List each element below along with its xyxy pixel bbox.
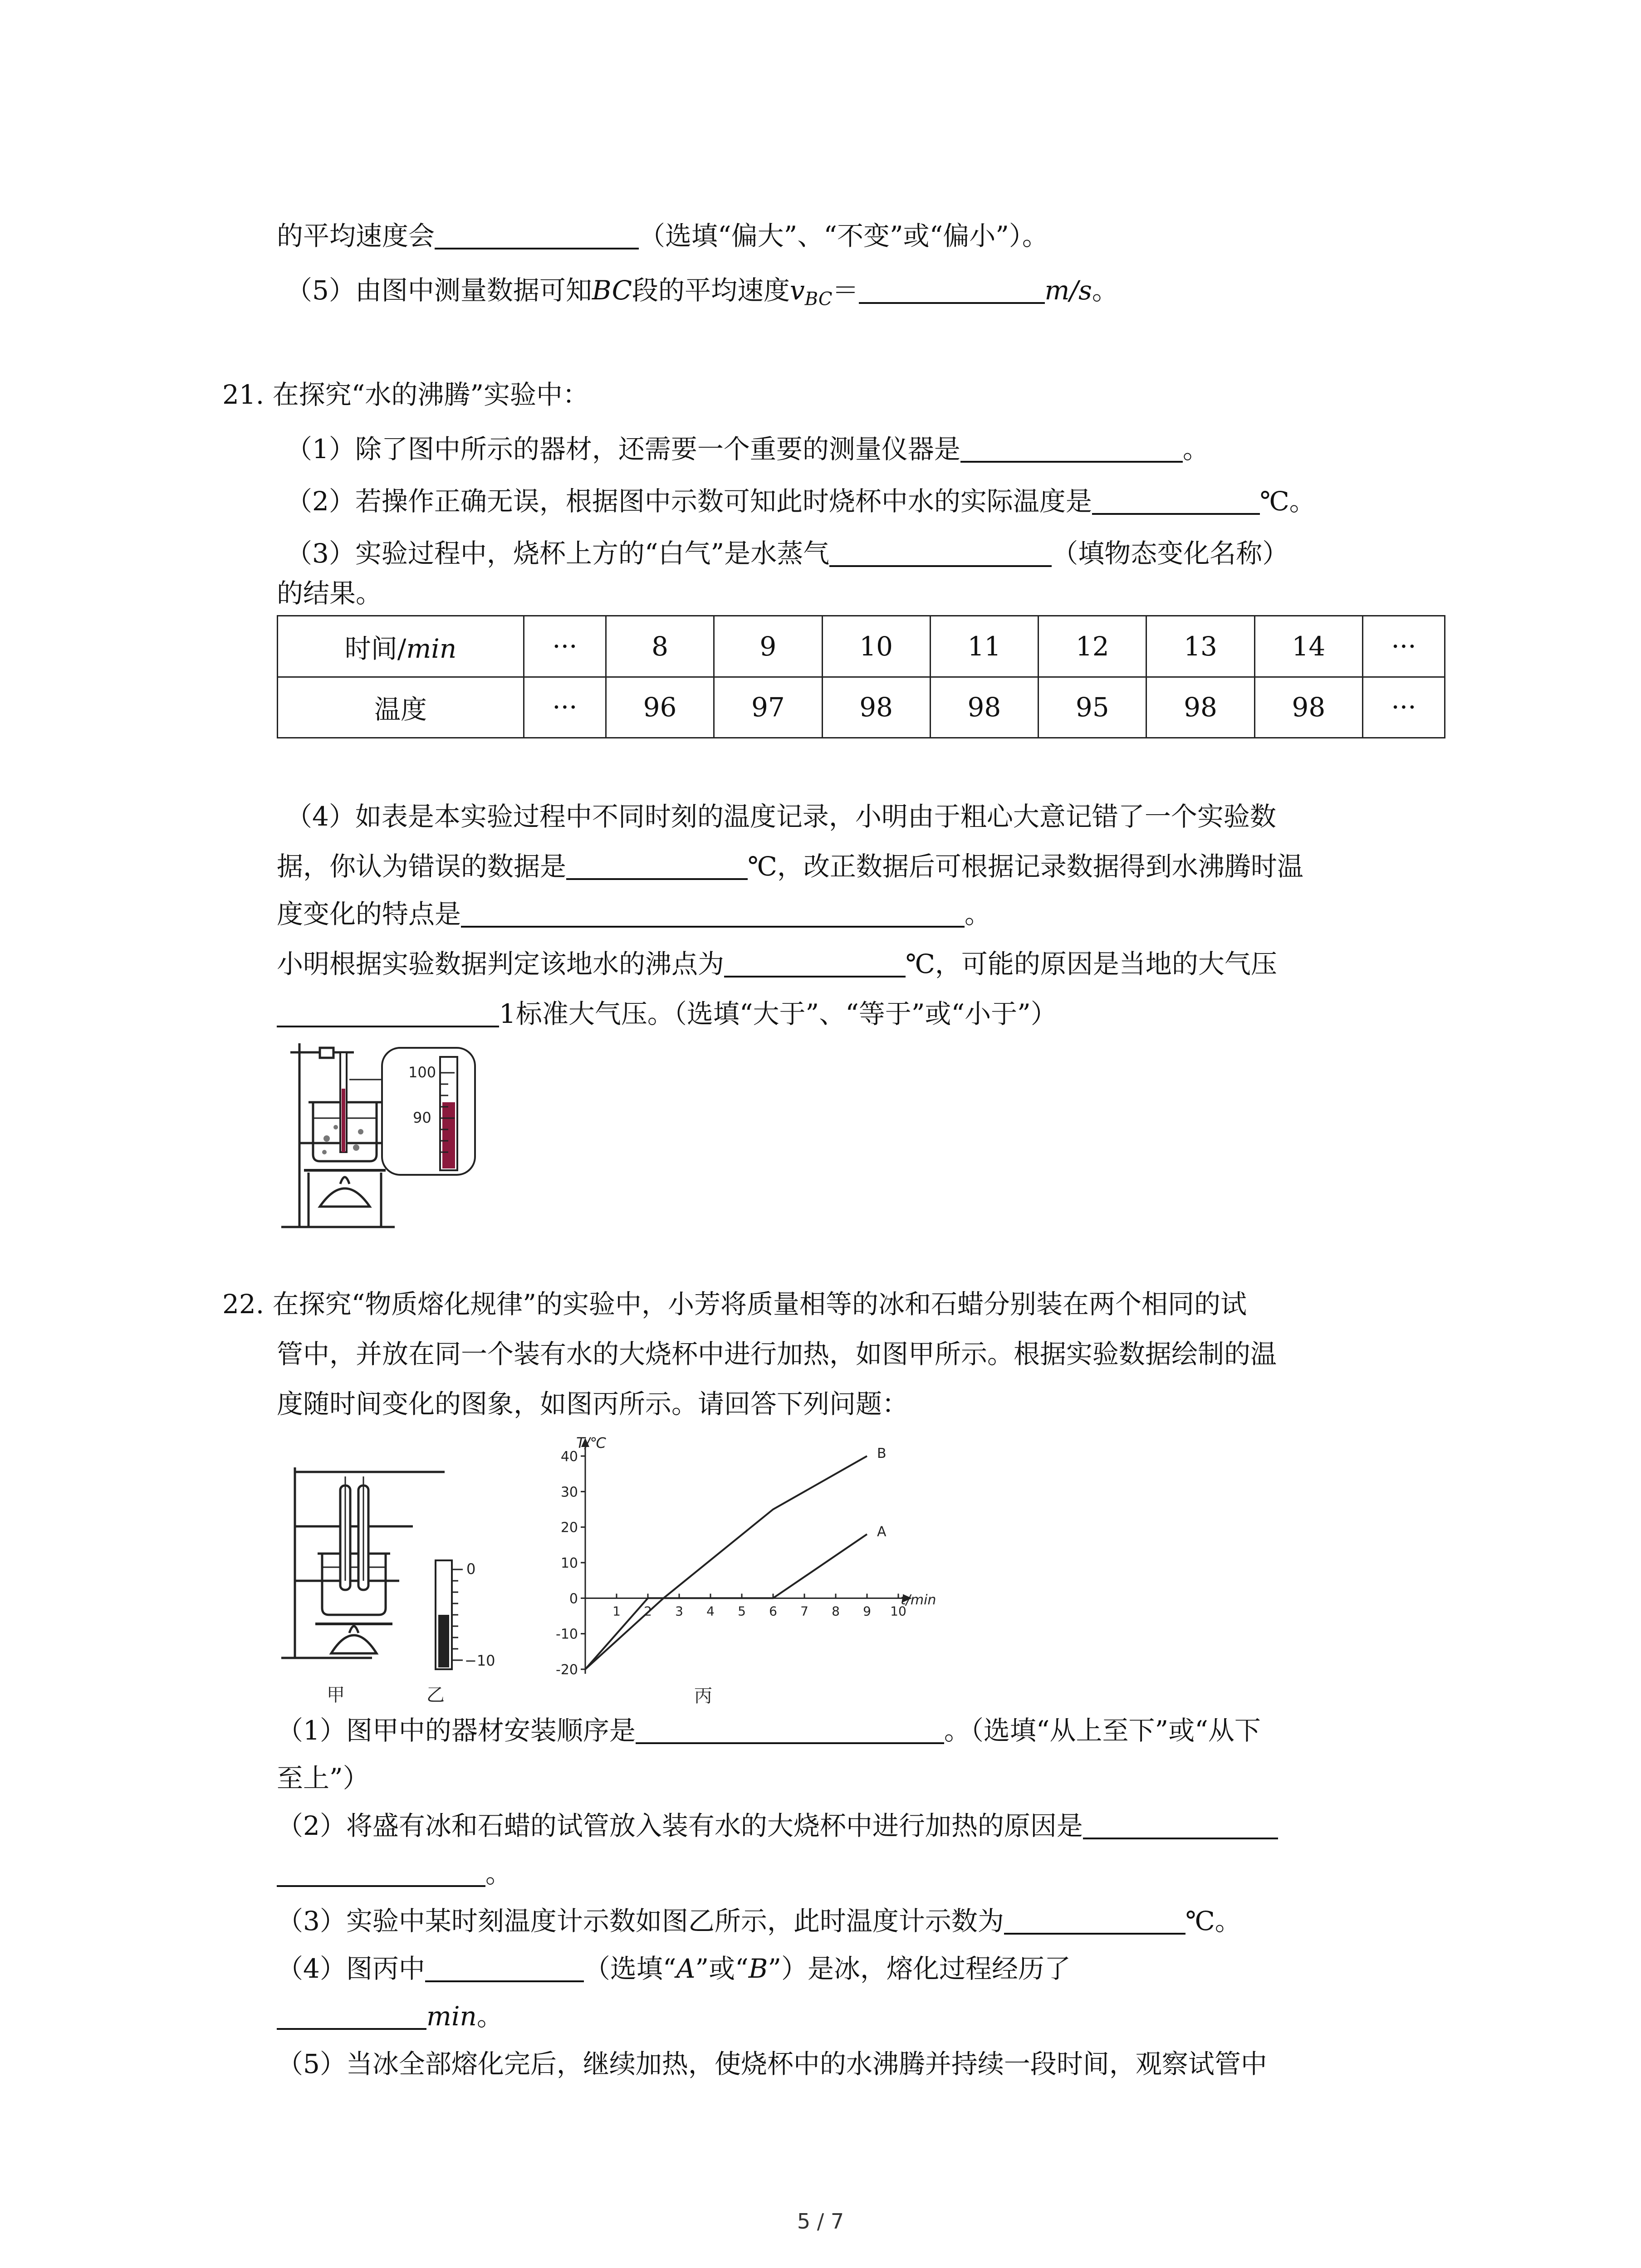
q20-5-bc: BC	[592, 275, 632, 306]
table-cell: ···	[524, 616, 606, 677]
q21-1-answer-blank[interactable]	[960, 434, 1183, 463]
q20-4-answer-blank[interactable]	[435, 220, 639, 249]
q21-3-line	[286, 535, 1288, 572]
q20-5-text-a: （5）由图中测量数据可知	[286, 275, 592, 306]
x-tick-label: 2	[644, 1603, 652, 1619]
yi-tick-minus-10: −10	[465, 1652, 495, 1669]
q22-4-option-a: A	[676, 1953, 696, 1984]
q20-4-line	[277, 218, 1048, 254]
y-tick-label: 30	[560, 1484, 578, 1501]
q20-5-line	[286, 272, 1118, 318]
q22-chart-bing	[526, 1424, 971, 1715]
q20-5-sub: BC	[804, 288, 833, 310]
q21-5-text-b: ℃，可能的原因是当地的大气压	[906, 948, 1277, 979]
q21-3-answer-blank[interactable]	[829, 538, 1052, 567]
q20-5-answer-blank[interactable]	[859, 275, 1045, 304]
q22-4-text-e: 。	[476, 2001, 503, 2032]
q22-3-text-b: ℃。	[1185, 1906, 1241, 1936]
q22-1-line	[277, 1712, 1261, 1749]
q21-4-error-blank[interactable]	[566, 851, 748, 880]
q22-4-unit: min	[426, 2001, 477, 2032]
table-cell: 9	[714, 616, 822, 677]
q22-4-option-b: B	[748, 1953, 768, 1984]
q21-5-line-2	[277, 996, 1057, 1032]
label-jia: 甲	[327, 1685, 345, 1706]
q21-1-text-b: 。	[1182, 434, 1209, 464]
x-tick-label: 6	[769, 1603, 777, 1619]
q22-heading-2: 管中，并放在同一个装有水的大烧杯中进行加热，如图甲所示。根据实验数据绘制的温	[277, 1339, 1277, 1369]
q21-4-text-e: 。	[965, 899, 991, 929]
chart-series	[585, 1446, 887, 1669]
table-cell: 8	[606, 616, 714, 677]
q22-3-answer-blank[interactable]	[1004, 1906, 1185, 1935]
y-tick-label: 0	[569, 1591, 578, 1607]
table-cell: 98	[930, 677, 1038, 738]
chart-xlabel: t/min	[901, 1592, 936, 1608]
q22-3-text-a: （3）实验中某时刻温度计示数如图乙所示，此时温度计示数为	[277, 1906, 1004, 1936]
q22-5-line: （5）当冰全部熔化完后，继续加热，使烧杯中的水沸腾并持续一段时间，观察试管中	[277, 2048, 1267, 2079]
table-cell: 96	[606, 677, 714, 738]
q21-2-line	[286, 483, 1316, 519]
table-cell: 97	[714, 677, 822, 738]
y-tick-label: -10	[556, 1626, 578, 1642]
q21-5-text-a: 小明根据实验数据判定该地水的沸点为	[277, 948, 725, 979]
q21-3-text-b: （填物态变化名称）	[1052, 538, 1289, 569]
series-label-b: B	[877, 1446, 887, 1461]
q22-2-answer-blank-2[interactable]	[277, 1858, 485, 1887]
q22-4-answer-blank[interactable]	[425, 1953, 584, 1982]
series-line-a	[585, 1534, 867, 1669]
yi-tick-0: 0	[466, 1560, 476, 1578]
table-cell: 98	[1254, 677, 1362, 738]
table-cell: ···	[1362, 677, 1445, 738]
table-row	[278, 616, 1445, 677]
thermometer-yi-liquid	[438, 1615, 449, 1667]
x-tick-label: 4	[706, 1603, 715, 1619]
q21-4-text-d: 度变化的特点是	[277, 899, 461, 929]
x-tick-label: 3	[675, 1603, 683, 1619]
chart-ylabel: T/℃	[576, 1434, 607, 1452]
page-number: 5 / 7	[797, 2209, 844, 2234]
q20-5-unit: m/s	[1044, 275, 1092, 306]
q21-data-table	[277, 615, 1445, 738]
table-cell: 13	[1146, 616, 1254, 677]
q22-4-text-b: （选填“	[583, 1953, 676, 1984]
x-tick-label: 8	[832, 1603, 840, 1619]
q22-1-answer-blank[interactable]	[636, 1715, 944, 1744]
y-tick-label: -20	[556, 1662, 578, 1678]
fig21-tick-100: 100	[408, 1064, 436, 1081]
x-tick-label: 10	[890, 1603, 906, 1619]
x-tick-label: 5	[738, 1603, 746, 1619]
q22-4-text-a: （4）图丙中	[277, 1953, 425, 1984]
q21-apparatus-figure	[277, 1034, 481, 1234]
q21-5-text-c: 1标准大气压。（选填“大于”、“等于”或“小于”）	[499, 998, 1057, 1029]
series-label-a: A	[877, 1524, 887, 1540]
q21-5-boiling-blank[interactable]	[724, 948, 906, 978]
q20-5-text-b: 段的平均速度	[632, 275, 790, 306]
x-tick-label: 9	[863, 1603, 871, 1619]
q22-2-line	[277, 1808, 1278, 1844]
q22-2-text-b: 。	[485, 1858, 512, 1889]
alcohol-lamp	[320, 1188, 370, 1207]
y-tick-label: 40	[560, 1449, 578, 1465]
y-tick-label: 10	[560, 1555, 578, 1571]
y-tick-label: 20	[560, 1520, 578, 1536]
q22-2-text-a: （2）将盛有冰和石蜡的试管放入装有水的大烧杯中进行加热的原因是	[277, 1810, 1083, 1841]
yi-tick-10: 10	[476, 1652, 495, 1669]
q21-1-text-a: （1）除了图中所示的器材，还需要一个重要的测量仪器是	[286, 434, 960, 464]
q22-4-line	[277, 1950, 1071, 1987]
q20-5-end: 。	[1092, 275, 1118, 306]
q21-4-feature-blank[interactable]	[461, 899, 965, 928]
q21-4-text-c: ℃，改正数据后可根据记录数据得到水沸腾时温	[748, 851, 1303, 882]
table-cell: 11	[930, 616, 1038, 677]
q21-2-answer-blank[interactable]	[1092, 486, 1260, 515]
table-cell: ···	[524, 677, 606, 738]
q22-heading: 22. 在探究“物质熔化规律”的实验中，小芳将质量相等的冰和石蜡分别装在两个相同的试	[222, 1289, 1247, 1320]
table-cell: 98	[822, 677, 930, 738]
table-cell: 14	[1254, 616, 1362, 677]
q22-3-line	[277, 1903, 1241, 1939]
q21-5-pressure-blank[interactable]	[277, 998, 499, 1027]
table-header-time: 时间/min	[278, 616, 524, 677]
table-cell: 10	[822, 616, 930, 677]
q22-4-text-c: ”或“	[695, 1953, 749, 1984]
q22-4-text-d: ”）是冰，熔化过程经历了	[768, 1953, 1071, 1984]
chart-axes	[581, 1438, 912, 1674]
table-row	[278, 677, 1445, 738]
q21-4-line-3	[277, 896, 991, 932]
q22-heading-3: 度随时间变化的图象，如图丙所示。请回答下列问题：	[277, 1388, 909, 1419]
q20-5-v: v	[790, 275, 805, 306]
label-yi: 乙	[426, 1685, 445, 1706]
q21-heading: 21. 在探究“水的沸腾”实验中：	[222, 379, 589, 410]
q20-5-eq: ＝	[832, 275, 859, 306]
q21-4-text-b: 据，你认为错误的数据是	[277, 851, 567, 882]
q22-1-line-2: 至上”）	[277, 1763, 369, 1794]
q22-figure-yi	[417, 1551, 508, 1712]
q22-4-time-blank[interactable]	[277, 2001, 426, 2030]
x-tick-label: 1	[612, 1603, 621, 1619]
q21-3-line-2: 的结果。	[277, 578, 382, 609]
q21-1-line	[286, 431, 1209, 467]
table-header-temperature: 温度	[278, 677, 524, 738]
table-cell: 98	[1146, 677, 1254, 738]
q21-4-line: （4）如表是本实验过程中不同时刻的温度记录，小明由于粗心大意记错了一个实验数	[286, 801, 1276, 832]
q20-4-text-b: （选填“偏大”、“不变”或“偏小”）。	[639, 220, 1048, 251]
liquid-column	[442, 1102, 455, 1168]
q20-4-text-a: 的平均速度会	[277, 220, 435, 251]
q21-3-text-a: （3）实验过程中，烧杯上方的“白气”是水蒸气	[286, 538, 830, 569]
x-tick-label: 7	[800, 1603, 808, 1619]
q21-2-text-a: （2）若操作正确无误，根据图中示数可知此时烧杯中水的实际温度是	[286, 486, 1092, 517]
q22-2-line-2	[277, 1855, 512, 1892]
q22-2-answer-blank[interactable]	[1083, 1810, 1278, 1839]
table-cell: 12	[1038, 616, 1146, 677]
q21-5-line	[277, 946, 1277, 982]
table-cell: ···	[1362, 616, 1445, 677]
q22-1-text-a: （1）图甲中的器材安装顺序是	[277, 1715, 636, 1746]
large-beaker	[322, 1554, 386, 1615]
label-bing: 丙	[694, 1686, 712, 1706]
q22-4-line-2	[277, 1998, 503, 2034]
q21-4-line-2	[277, 848, 1303, 885]
fig21-tick-90: 90	[413, 1109, 431, 1126]
q21-2-text-b: ℃。	[1259, 486, 1316, 517]
table-cell: 95	[1038, 677, 1146, 738]
q22-1-text-b: 。（选填“从上至下”或“从下	[944, 1715, 1261, 1746]
